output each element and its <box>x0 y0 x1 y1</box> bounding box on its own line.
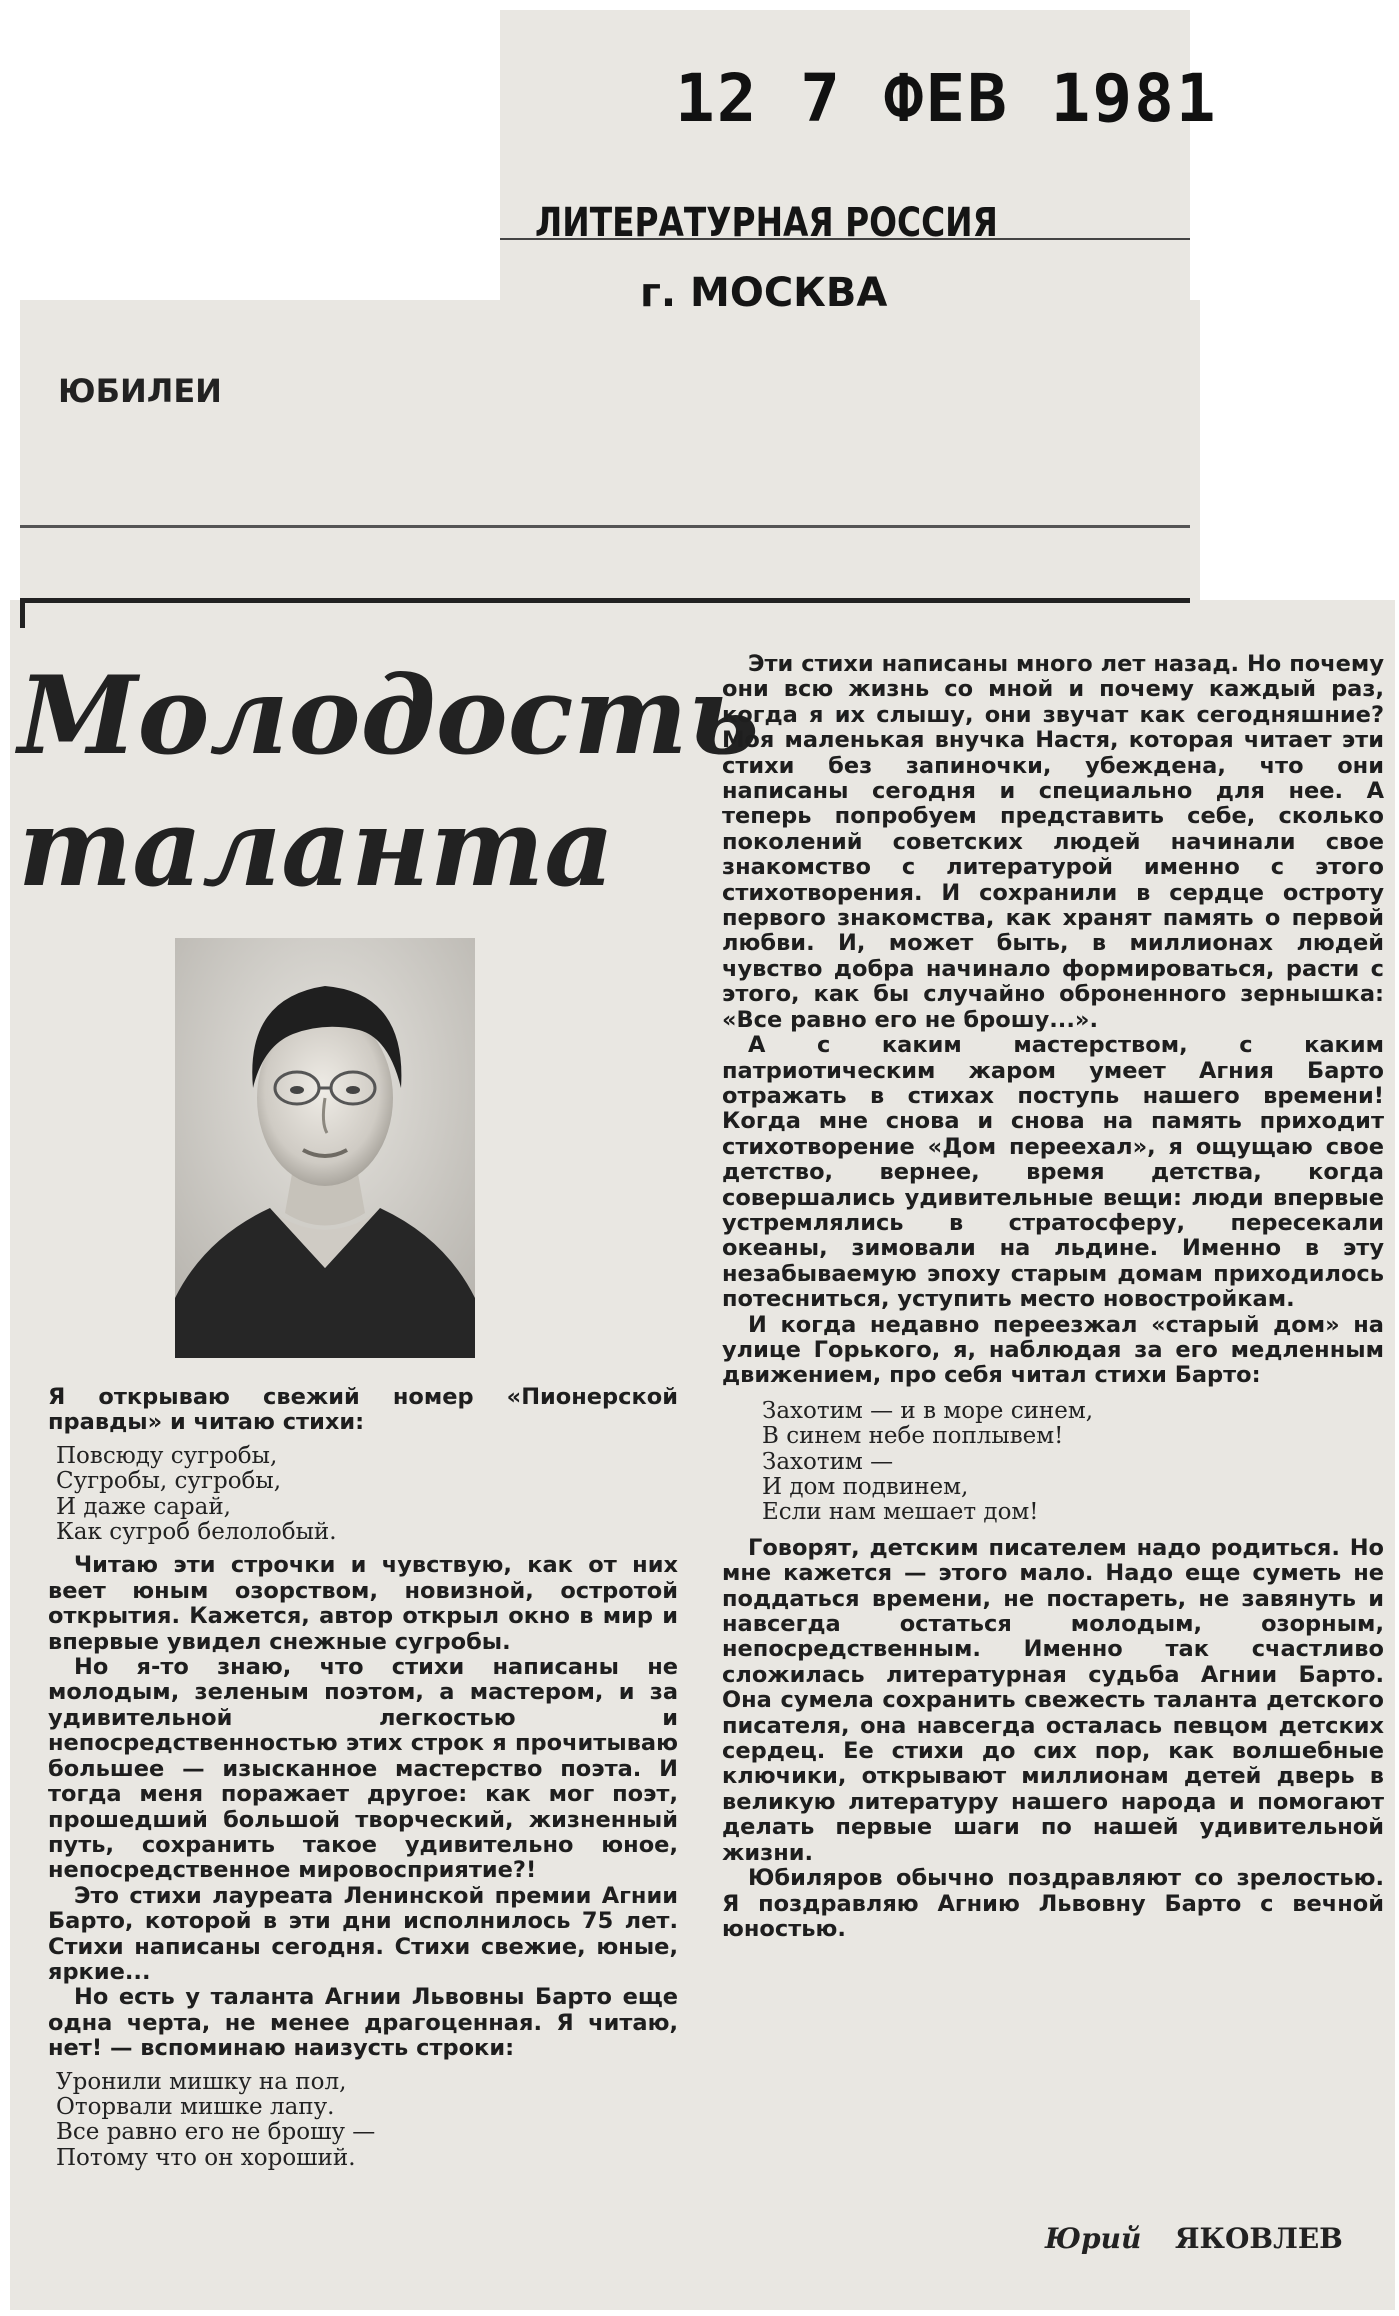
stamp-date: 12 7 ФЕВ 1981 <box>675 60 1218 137</box>
divider-tick <box>20 598 25 628</box>
divider-rule-thick <box>20 598 1190 603</box>
author-signature <box>1045 2222 1343 2255</box>
article-column-left <box>48 1385 678 2171</box>
verse-line: В синем небе поплывем! <box>762 1423 1064 1450</box>
verse-line: Захотим — <box>762 1448 894 1475</box>
rubric-label: ЮБИЛЕИ <box>58 372 222 410</box>
paragraph: Это стихи лауреата Ленинской премии Агнии Барто, которой в эти дни исполнилось 75 лет. Стихи написаны сегодня. Стихи свежие, юные, яркие... <box>48 1882 678 1985</box>
header-clipping <box>20 300 1200 610</box>
paragraph: И когда недавно переезжал «старый дом» на улице Горького, я, наблюдая за его медленным движением, про себя читал стихи Барто: <box>722 1311 1384 1389</box>
poem-excerpt-3 <box>762 1399 1384 1526</box>
paragraph: Говорят, детским писателем надо родиться. Но мне кажется — этого мало. Надо еще суметь не поддаться времени, не постареть, не завянуть и навсегда остаться молодым, озорным, непосредственным. Именно так счастливо сложилась литературная судьба Агнии Барто. Она сумела сохранить свежесть таланта детского писателя, она навсегда осталась певцом детских сердец. Ее стихи до сих пор, как волшебные ключики, открывают миллионам детей дверь в великую литературу нашего народа и помогают делать первые шаги по нашей удивительной жизни. <box>722 1534 1384 1866</box>
verse-line: Потому что он хороший. <box>56 2144 356 2171</box>
verse-line: Если нам мешает дом! <box>762 1499 1039 1526</box>
paragraph: Но я-то знаю, что стихи написаны не молодым, зеленым поэтом, а мастером, и за удивительной легкостью и непосредственностью этих строк я прочитываю большее — изысканное мастерство поэта. И тогда меня поражает другое: как мог поэт, прошедший большой творческий, жизненный путь, сохранить такое удивительно юное, непосредственное мировосприятие?! <box>48 1654 678 1884</box>
verse-line: Захотим — и в море синем, <box>762 1397 1094 1424</box>
headline-line-2: таланта <box>18 785 615 911</box>
verse-line: Все равно его не брошу — <box>56 2119 376 2146</box>
stamp-clipping <box>500 10 1190 300</box>
verse-line: Повсюду сугробы, <box>56 1442 278 1469</box>
poem-excerpt-1 <box>56 1444 678 1546</box>
paragraph: Юбиляров обычно поздравляют со зрелостью. Я поздравляю Агнию Львовну Барто с вечной юностью. <box>722 1865 1384 1942</box>
article-headline <box>18 650 760 914</box>
paragraph: А с каким мастерством, с каким патриотическим жаром умеет Агния Барто отражать в стихах поступь нашего времени! Когда мне снова и снова на память приходит стихотворение «Дом переехал», я ощущаю свое детство, вернее, время детства, когда совершались удивительные вещи: люди впервые устремлялись в стратосферу, пересекали океаны, зимовали на льдине. Именно в эту незабываемую эпоху старым домам приходилось потесниться, уступить место новостройкам. <box>722 1032 1384 1313</box>
article-column-right <box>722 652 1384 1942</box>
verse-line: Уронили мишку на пол, <box>56 2068 347 2095</box>
paragraph: Но есть у таланта Агнии Львовны Барто еще одна черта, не менее драгоценная. Я читаю, нет! — вспоминаю наизусть строки: <box>48 1984 678 2062</box>
stamp-city: г. МОСКВА <box>640 270 888 316</box>
verse-line: И даже сарай, <box>56 1493 231 1520</box>
verse-line: И дом подвинем, <box>762 1474 969 1500</box>
author-portrait-photo <box>175 938 475 1358</box>
paragraph: Эти стихи написаны много лет назад. Но почему они всю жизнь со мной и почему каждый раз, когда я их слышу, они звучат как сегодняшние? Моя маленькая внучка Настя, которая читает эти стихи без запиночки, убеждена, что они написаны сегодня и специально для нее. А теперь попробуем представить себе, сколько поколений советских людей начинали свое знакомство с литературой именно с этого стихотворения. И сохранили в сердце остроту первого знакомства, как хранят память о первой любви. И, может быть, в миллионах людей чувство добра начинало формироваться, расти с этого, как бы случайно оброненного зернышка: «Все равно его не брошу...». <box>722 651 1384 1033</box>
author-last-name: ЯКОВЛЕВ <box>1174 2222 1343 2255</box>
stamp-newspaper: ЛИТЕРАТУРНАЯ РОССИЯ <box>535 200 998 246</box>
paragraph: Читаю эти строчки и чувствую, как от них веет юным озорством, новизной, остротой открытия. Кажется, автор открыл окно в мир и впервые увидел снежные сугробы. <box>48 1552 678 1655</box>
verse-line: Оторвали мишке лапу. <box>56 2093 335 2120</box>
paragraph: Я открываю свежий номер «Пионерской правды» и читаю стихи: <box>48 1384 678 1436</box>
portrait-illustration <box>175 938 475 1358</box>
poem-excerpt-2 <box>56 2070 678 2172</box>
verse-line: Как сугроб белолобый. <box>56 1519 337 1546</box>
divider-rule <box>20 525 1190 528</box>
headline-line-1: Молодость <box>18 653 760 779</box>
verse-line: Сугробы, сугробы, <box>56 1468 282 1495</box>
author-first-name: Юрий <box>1045 2222 1142 2255</box>
